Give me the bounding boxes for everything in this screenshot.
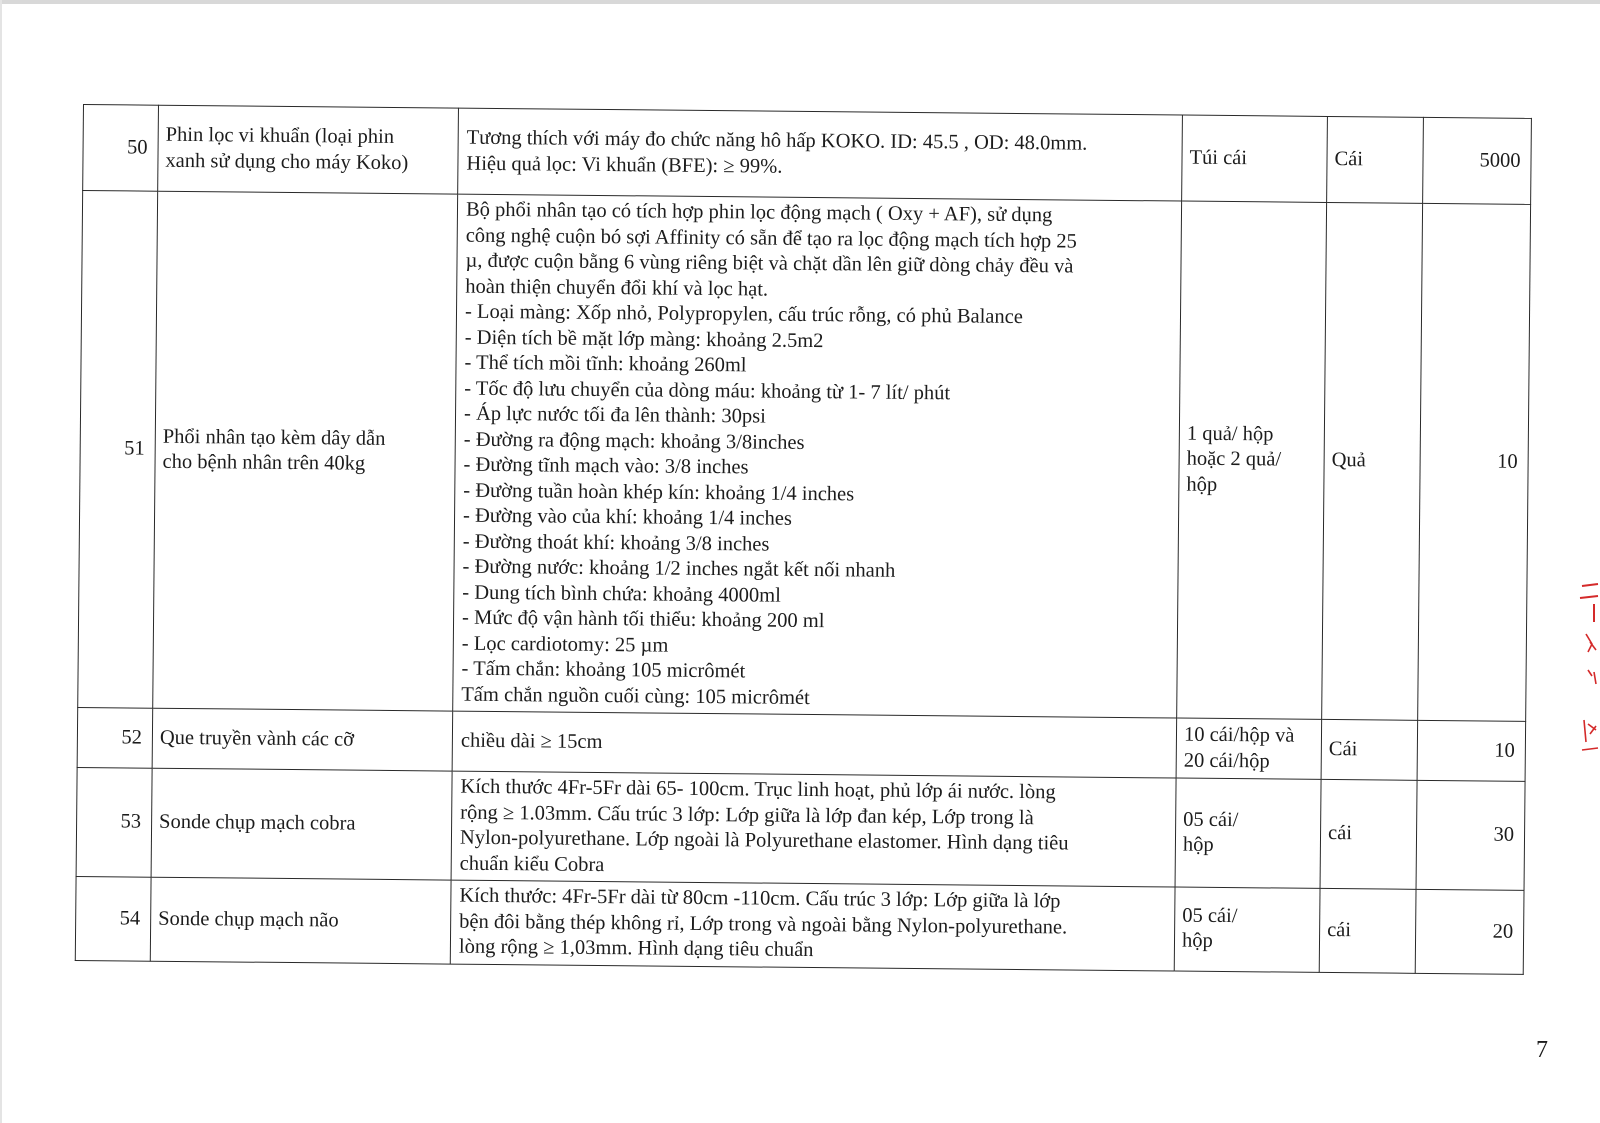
spec-line: - Áp lực nước tối đa lên thành: 30psi — [463, 402, 766, 428]
packing-line: 1 quả/ hộp — [1186, 422, 1274, 446]
packing-line: hộp — [1186, 473, 1218, 496]
spec-line: Kích thước: 4Fr-5Fr dài từ 80cm -110cm. Cấu trúc 3 lớp: Lớp giữa là lớp — [459, 884, 1061, 913]
item-specification — [453, 194, 1182, 718]
packing-line: hộp — [1182, 833, 1214, 856]
spec-line: chuẩn kiểu Cobra — [459, 852, 605, 876]
packing-line: 05 cái/ — [1182, 904, 1238, 927]
scan-left-edge — [0, 0, 2, 1123]
table-row — [75, 876, 1524, 973]
spec-line: - Đường thoát khí: khoảng 3/8 inches — [462, 530, 770, 556]
spec-line: - Tấm chắn: khoảng 105 micrômét — [461, 657, 746, 683]
quantity: 20 — [1415, 889, 1524, 974]
spec-line: Bộ phổi nhân tạo có tích hợp phin lọc động mạch ( Oxy + AF), sử dụng — [465, 198, 1053, 227]
spec-line: µ, được cuộn bằng 6 vùng riêng biệt và chặt dần lên giữ dòng chảy đều và — [465, 249, 1074, 278]
row-number: 54 — [75, 876, 151, 960]
unit: Cái — [1321, 719, 1418, 780]
item-name-line: Sonde chụp mạch cobra — [159, 811, 356, 835]
packing-line: 05 cái/ — [1183, 808, 1239, 831]
spec-line: - Loại màng: Xốp nhỏ, Polypropylen, cấu trúc rỗng, có phủ Balance — [464, 300, 1024, 329]
page-number: 7 — [1536, 1037, 1548, 1063]
quantity: 10 — [1417, 720, 1526, 781]
unit: cái — [1320, 779, 1417, 889]
spec-line: Nylon-polyurethane. Lớp ngoài là Polyurethane elastomer. Hình dạng tiêu — [459, 826, 1069, 855]
unit: Cái — [1327, 116, 1424, 203]
item-specification — [452, 711, 1177, 778]
item-name-line: Phin lọc vi khuẩn (loại phin — [165, 123, 395, 148]
spec-line: hoàn thiện chuyển đổi khí và lọc hạt. — [465, 275, 769, 301]
item-name-line: Que truyền vành các cỡ — [159, 726, 355, 751]
item-name — [152, 708, 453, 771]
spec-line: - Tốc độ lưu chuyển của dòng máu: khoảng từ 1- 7 lít/ phút — [464, 377, 951, 404]
spec-line: lòng rộng ≥ 1,03mm. Hình dạng tiêu chuẩn — [458, 935, 814, 962]
row-number: 52 — [77, 707, 153, 768]
spec-line: Tấm chắn nguồn cuối cùng: 105 micrômét — [461, 683, 810, 709]
spec-line: bện đôi bằng thép không rỉ, Lớp trong và ngoài bằng Nylon-polyurethane. — [459, 910, 1068, 938]
spec-line: - Đường vào của khí: khoảng 1/4 inches — [462, 504, 792, 530]
spec-line: Tương thích với máy đo chức năng hô hấp KOKO. ID: 45.5 , OD: 48.0mm. — [466, 126, 1088, 155]
table-row — [76, 767, 1525, 890]
packing — [1175, 778, 1321, 888]
packing — [1174, 887, 1320, 972]
spec-line: Kích thước 4Fr-5Fr dài 65- 100cm. Trục linh hoạt, phủ lớp ái nước. lòng — [460, 775, 1056, 804]
spec-line: - Đường ra động mạch: khoảng 3/8inches — [463, 428, 805, 454]
item-name-line: xanh sử dụng cho máy Koko) — [165, 149, 409, 174]
item-specification — [458, 108, 1183, 201]
unit: cái — [1319, 888, 1416, 972]
spec-line: - Diện tích bề mặt lớp màng: khoảng 2.5m2 — [464, 326, 824, 352]
spec-line: rộng ≥ 1.03mm. Cấu trúc 3 lớp: Lớp giữa là lớp đan kép, Lớp trong là — [460, 801, 1034, 829]
spec-line: - Thể tích mồi tĩnh: khoảng 260ml — [464, 351, 747, 377]
row-number: 50 — [83, 105, 159, 192]
packing — [1177, 201, 1327, 719]
item-name-line: Phổi nhân tạo kèm dây dẫn — [162, 425, 386, 450]
specification-table — [75, 104, 1532, 974]
packing-line: 10 cái/hộp và — [1183, 723, 1295, 747]
item-name — [150, 877, 451, 963]
row-number: 53 — [76, 767, 152, 877]
quantity: 30 — [1416, 780, 1525, 890]
packing — [1176, 718, 1322, 779]
scan-top-edge — [0, 0, 1600, 4]
item-name-line: cho bệnh nhân trên 40kg — [162, 450, 366, 475]
packing — [1182, 115, 1328, 202]
item-name — [153, 191, 458, 711]
spec-line: - Dung tích bình chứa: khoảng 4000ml — [462, 581, 781, 607]
packing-line: Túi cái — [1189, 146, 1248, 169]
item-name — [151, 768, 452, 880]
packing-line: hộp — [1181, 929, 1213, 953]
spec-line: - Đường tĩnh mạch vào: 3/8 inches — [463, 453, 749, 479]
packing-line: hoặc 2 quả/ — [1186, 447, 1282, 471]
spec-line: - Mức độ vận hành tối thiểu: khoảng 200 ml — [461, 606, 825, 633]
packing-line: 20 cái/hộp — [1183, 749, 1270, 772]
table-row — [83, 105, 1532, 205]
spec-line: - Lọc cardiotomy: 25 µm — [461, 632, 669, 657]
spec-line: - Đường nước: khoảng 1/2 inches ngắt kết nối nhanh — [462, 555, 896, 582]
item-name-line: Sonde chụp mạch não — [158, 907, 339, 931]
spec-line: - Đường tuần hoàn khép kín: khoảng 1/4 inches — [463, 479, 855, 505]
spec-line: Hiệu quả lọc: Vi khuẩn (BFE): ≥ 99%. — [466, 152, 783, 178]
item-name — [158, 105, 459, 194]
row-number: 51 — [78, 191, 158, 709]
item-specification — [450, 880, 1175, 970]
red-seal-fragment — [1576, 572, 1600, 762]
quantity: 10 — [1418, 203, 1531, 721]
unit: Quả — [1322, 202, 1423, 720]
spec-line: công nghệ cuộn bó sợi Affinity có sẵn để tạo ra lọc động mạch tích hợp 25 — [465, 224, 1077, 253]
table-row — [78, 191, 1531, 722]
item-specification — [451, 771, 1176, 887]
quantity: 5000 — [1423, 117, 1532, 204]
spec-line: chiều dài ≥ 15cm — [460, 729, 603, 753]
